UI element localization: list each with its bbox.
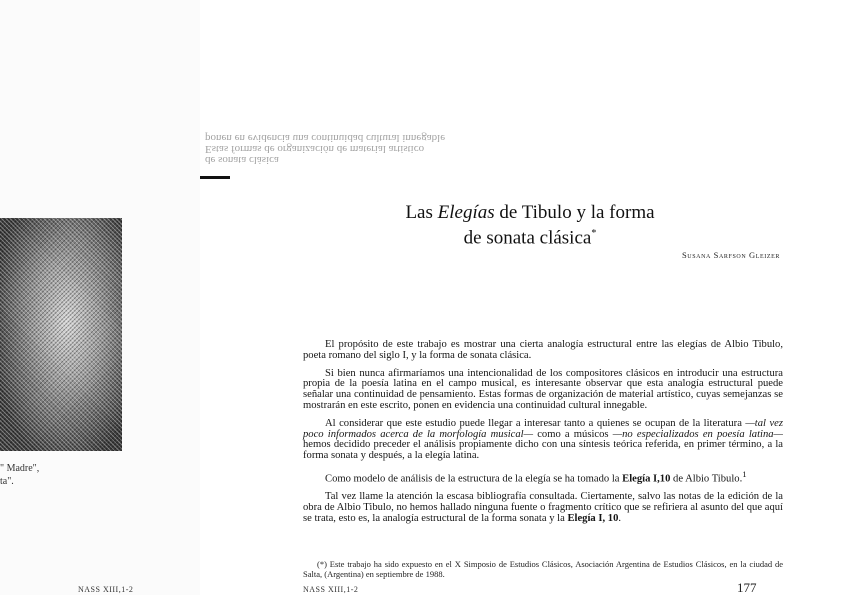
bleed-through-text	[205, 132, 745, 165]
p5-bold: Elegía I, 10	[567, 512, 619, 524]
p3-text-b: como a músicos	[533, 428, 613, 440]
title-line-2	[330, 223, 730, 248]
paragraph-5	[303, 492, 783, 524]
p4-note-mark: 1	[742, 468, 747, 479]
caption-line-1: " Madre",	[0, 463, 40, 474]
p5-text-c: .	[618, 512, 622, 524]
article-body	[303, 340, 783, 532]
title-line-1	[330, 202, 730, 223]
paragraph-1: El propósito de este trabajo es mostrar una cierta analogía estructural entre las elegías de Albio Tibulo, poeta romano del siglo I, y la forma de sonata clásica.	[303, 339, 783, 361]
p5-text-a: Tal vez llame la atención la escasa bibliografía consultada. Ciertamente, salvo las notas de la edición de la obra de Albio Tibulo, no hemos hallado ninguna fuente o fragmento crítico que se refiriera al asunto del que aquí se trata, esto es, la analogía estructural de la forma sonata y la	[303, 491, 783, 524]
title-suffix: de Tibulo y la forma	[494, 202, 655, 223]
bleed-through-line-3: ponen en evidencia una continuidad cultural innegable	[205, 132, 446, 144]
p3-italic-1: —tal vez poco informados acerca de la morfología musical—	[303, 417, 783, 440]
left-page	[0, 0, 200, 595]
bleed-through-line-1: de sonata clásica	[205, 154, 279, 166]
paragraph-3	[303, 419, 783, 462]
p3-italic-2: —no especializados en poesía latina—	[612, 428, 783, 440]
p4-bold: Elegía I,10	[622, 473, 671, 485]
p4-text-c: de Albio Tibulo.	[670, 473, 743, 485]
paragraph-2: Si bien nunca afirmaríamos una intencionalidad de los compositores clásicos en introducir una estructura propia de la poesía latina en el campo musical, es interesante observar que esta analogía estructural puede señalar una continuidad de pensamiento. Estas formas de organización de material artístico, cuyas semejanzas se mostrarán en este escrito, ponen en evidencia una continuidad cultural innegable.	[303, 367, 783, 411]
author-name: Susana Sarfson Gleizer	[681, 250, 780, 260]
halftone-photo	[0, 218, 122, 451]
article-title	[330, 202, 730, 248]
p3-text-a: Al considerar que este estudio puede llegar a interesar tanto a quienes se ocupan de la literatura	[325, 417, 746, 429]
title-prefix: Las	[405, 202, 438, 223]
photo-caption	[0, 462, 120, 488]
left-page-footer: NASS XIII,1-2	[78, 585, 134, 594]
bleed-through-line-2: Estas formas de organización de material artístico	[205, 143, 425, 155]
title-italic: Elegías	[437, 202, 495, 223]
footnote	[303, 560, 783, 579]
right-page-footer: NASS XIII,1-2	[303, 585, 359, 594]
gutter-rule	[200, 176, 230, 179]
title-footnote-mark: *	[591, 228, 597, 239]
title-line-2-text: de sonata clásica	[463, 227, 592, 249]
paragraph-4	[303, 469, 783, 485]
p3-text-c: hemos decidido preceder el análisis propiamente dicho con una síntesis teórica referida, en primer término, a la forma sonata y después, a la elegía latina.	[303, 439, 783, 462]
footnote-text: (*) Este trabajo ha sido expuesto en el X Simposio de Estudios Clásicos, Asociación Argentina de Estudios Clásicos, en la ciudad de Salta, (Argentina) en septiembre de 1988.	[303, 559, 783, 579]
page-number: 177	[737, 580, 757, 595]
caption-line-2: ta".	[0, 476, 14, 487]
p4-text-a: Como modelo de análisis de la estructura de la elegía se ha tomado la	[325, 473, 623, 485]
